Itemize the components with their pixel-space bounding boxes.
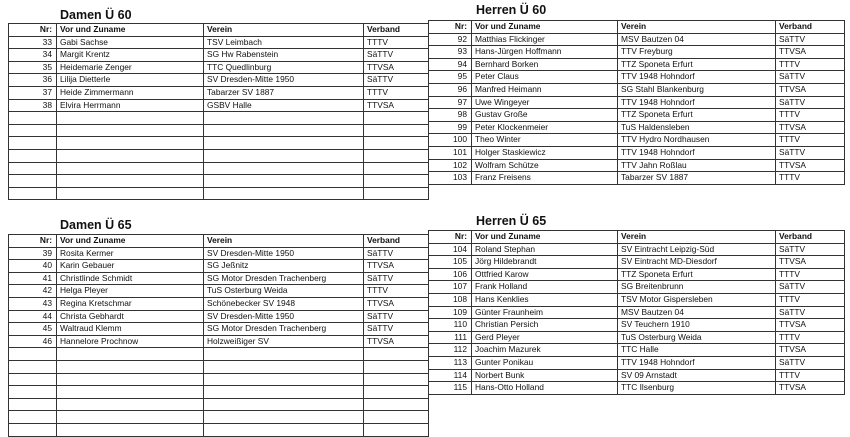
- cell-verband: TTVSA: [364, 99, 429, 112]
- cell-verband: [364, 411, 429, 424]
- table-row: [9, 272, 429, 285]
- cell-verein: TTV Freyburg: [618, 46, 776, 59]
- cell-nr: [9, 112, 57, 125]
- empty-row: [9, 398, 429, 411]
- empty-row: [9, 348, 429, 361]
- cell-nr: 112: [429, 344, 472, 357]
- cell-nr: 93: [429, 46, 472, 59]
- cell-nr: [9, 360, 57, 373]
- cell-verein: [204, 386, 364, 399]
- cell-verein: SV Eintracht MD-Diesdorf: [618, 256, 776, 269]
- table-row: [9, 99, 429, 112]
- empty-row: [9, 187, 429, 200]
- cell-verband: SäTTV: [776, 33, 845, 46]
- table-herren-60: [428, 20, 845, 185]
- cell-verein: SG Breitenbrunn: [618, 281, 776, 294]
- cell-verband: [364, 137, 429, 150]
- cell-verband: [364, 423, 429, 436]
- table-row: [429, 281, 845, 294]
- cell-name: Ottfried Karow: [472, 268, 618, 281]
- cell-name: Joachim Mazurek: [472, 344, 618, 357]
- table-row: [429, 382, 845, 395]
- cell-verein: TTV Jahn Roßlau: [618, 159, 776, 172]
- cell-verband: TTTV: [776, 369, 845, 382]
- cell-verband: TTTV: [776, 331, 845, 344]
- cell-name: Holger Staskiewicz: [472, 146, 618, 159]
- section-title-herren-60: Herren Ü 60: [476, 3, 547, 17]
- cell-verein: SG Motor Dresden Trachenberg: [204, 323, 364, 336]
- cell-verband: TTVSA: [776, 344, 845, 357]
- table-row: [429, 146, 845, 159]
- table-row: [429, 256, 845, 269]
- table-row: [9, 247, 429, 260]
- section-title-damen-60: Damen Ü 60: [60, 8, 132, 22]
- header-verein: Verein: [204, 235, 364, 248]
- cell-nr: 115: [429, 382, 472, 395]
- cell-verband: [364, 398, 429, 411]
- cell-nr: [9, 373, 57, 386]
- cell-verband: TTVSA: [776, 159, 845, 172]
- cell-verein: TTV 1948 Hohndorf: [618, 146, 776, 159]
- cell-nr: [9, 411, 57, 424]
- header-name: Vor und Zuname: [57, 24, 204, 37]
- cell-name: Heide Zimmermann: [57, 86, 204, 99]
- cell-verein: TTZ Sponeta Erfurt: [618, 58, 776, 71]
- cell-verein: [204, 411, 364, 424]
- cell-nr: [9, 149, 57, 162]
- cell-nr: 99: [429, 121, 472, 134]
- table-row: [429, 356, 845, 369]
- cell-verein: [204, 162, 364, 175]
- cell-verein: MSV Bautzen 04: [618, 33, 776, 46]
- cell-nr: [9, 386, 57, 399]
- cell-name: Bernhard Borken: [472, 58, 618, 71]
- cell-verband: SäTTV: [776, 243, 845, 256]
- cell-nr: 34: [9, 49, 57, 62]
- cell-name: Heidemarie Zenger: [57, 61, 204, 74]
- cell-verein: Holzweißiger SV: [204, 335, 364, 348]
- cell-verband: TTTV: [776, 172, 845, 185]
- cell-verband: TTTV: [364, 86, 429, 99]
- table-row: [429, 46, 845, 59]
- header-row: [429, 21, 845, 34]
- cell-verband: [364, 386, 429, 399]
- cell-verband: SäTTV: [364, 310, 429, 323]
- empty-row: [9, 149, 429, 162]
- cell-verein: SG Jeßnitz: [204, 260, 364, 273]
- cell-nr: 100: [429, 134, 472, 147]
- cell-nr: 37: [9, 86, 57, 99]
- cell-name: Jörg Hildebrandt: [472, 256, 618, 269]
- cell-nr: 106: [429, 268, 472, 281]
- cell-verein: [204, 137, 364, 150]
- cell-verband: SäTTV: [776, 96, 845, 109]
- empty-row: [9, 175, 429, 188]
- cell-verein: TuS Osterburg Weida: [204, 285, 364, 298]
- cell-verein: SV Dresden-Mitte 1950: [204, 310, 364, 323]
- cell-nr: 113: [429, 356, 472, 369]
- header-verband: Verband: [776, 21, 845, 34]
- cell-name: Theo Winter: [472, 134, 618, 147]
- cell-nr: 38: [9, 99, 57, 112]
- cell-verband: TTVSA: [776, 382, 845, 395]
- empty-row: [9, 423, 429, 436]
- cell-verband: [364, 112, 429, 125]
- cell-verband: TTVSA: [776, 256, 845, 269]
- table-row: [429, 344, 845, 357]
- table-row: [429, 268, 845, 281]
- cell-nr: 108: [429, 293, 472, 306]
- table-row: [9, 310, 429, 323]
- cell-name: [57, 112, 204, 125]
- cell-nr: [9, 348, 57, 361]
- cell-nr: [9, 187, 57, 200]
- table-row: [9, 260, 429, 273]
- cell-verein: Schönebecker SV 1948: [204, 297, 364, 310]
- table-row: [429, 121, 845, 134]
- header-row: [9, 24, 429, 37]
- cell-nr: 46: [9, 335, 57, 348]
- cell-name: [57, 124, 204, 137]
- header-verband: Verband: [364, 24, 429, 37]
- cell-name: Lilija Dietterle: [57, 74, 204, 87]
- table-row: [9, 285, 429, 298]
- cell-name: Matthias Flickinger: [472, 33, 618, 46]
- table-row: [9, 61, 429, 74]
- cell-verein: MSV Bautzen 04: [618, 306, 776, 319]
- cell-verband: SäTTV: [776, 281, 845, 294]
- cell-verband: SäTTV: [776, 146, 845, 159]
- cell-name: Günter Fraunheim: [472, 306, 618, 319]
- table-row: [429, 369, 845, 382]
- header-row: [429, 231, 845, 244]
- cell-nr: 33: [9, 36, 57, 49]
- table-damen-60: [8, 23, 429, 200]
- cell-verein: [204, 348, 364, 361]
- cell-nr: [9, 124, 57, 137]
- cell-name: [57, 137, 204, 150]
- cell-verband: TTTV: [776, 268, 845, 281]
- cell-name: Wolfram Schütze: [472, 159, 618, 172]
- cell-verein: [204, 112, 364, 125]
- cell-verband: SäTTV: [776, 306, 845, 319]
- cell-name: Frank Holland: [472, 281, 618, 294]
- cell-verein: [204, 423, 364, 436]
- cell-verband: TTVSA: [776, 319, 845, 332]
- cell-nr: 44: [9, 310, 57, 323]
- header-nr: Nr:: [9, 235, 57, 248]
- cell-nr: 42: [9, 285, 57, 298]
- header-verein: Verein: [618, 21, 776, 34]
- cell-verein: [204, 398, 364, 411]
- cell-verband: [364, 162, 429, 175]
- cell-nr: 43: [9, 297, 57, 310]
- cell-name: Christlinde Schmidt: [57, 272, 204, 285]
- table-row: [429, 71, 845, 84]
- cell-verband: SäTTV: [364, 247, 429, 260]
- cell-verein: Tabarzer SV 1887: [204, 86, 364, 99]
- cell-name: Uwe Wingeyer: [472, 96, 618, 109]
- table-row: [429, 319, 845, 332]
- cell-name: [57, 360, 204, 373]
- header-name: Vor und Zuname: [472, 231, 618, 244]
- cell-nr: [9, 398, 57, 411]
- cell-name: Rosita Kermer: [57, 247, 204, 260]
- cell-verband: TTVSA: [776, 83, 845, 96]
- cell-name: Hans-Jürgen Hoffmann: [472, 46, 618, 59]
- cell-verein: [204, 149, 364, 162]
- cell-name: Helga Pleyer: [57, 285, 204, 298]
- cell-nr: 104: [429, 243, 472, 256]
- empty-row: [9, 386, 429, 399]
- table-row: [429, 172, 845, 185]
- cell-verein: SV Teuchern 1910: [618, 319, 776, 332]
- cell-nr: 39: [9, 247, 57, 260]
- cell-verein: TTC Ilsenburg: [618, 382, 776, 395]
- cell-verein: Tabarzer SV 1887: [618, 172, 776, 185]
- header-nr: Nr:: [9, 24, 57, 37]
- table-row: [9, 86, 429, 99]
- cell-verband: [364, 373, 429, 386]
- cell-verein: TTV 1948 Hohndorf: [618, 96, 776, 109]
- cell-verein: TTV 1948 Hohndorf: [618, 356, 776, 369]
- cell-nr: 97: [429, 96, 472, 109]
- table-row: [429, 134, 845, 147]
- cell-verein: TTV Hydro Nordhausen: [618, 134, 776, 147]
- cell-name: Gunter Ponikau: [472, 356, 618, 369]
- cell-verein: TuS Osterburg Weida: [618, 331, 776, 344]
- cell-nr: 110: [429, 319, 472, 332]
- cell-name: Gabi Sachse: [57, 36, 204, 49]
- cell-name: [57, 348, 204, 361]
- empty-row: [9, 112, 429, 125]
- table-row: [429, 159, 845, 172]
- table-herren-65: [428, 230, 845, 395]
- cell-name: Gustav Große: [472, 109, 618, 122]
- cell-verein: SG Stahl Blankenburg: [618, 83, 776, 96]
- cell-verein: [204, 187, 364, 200]
- cell-name: Gerd Pleyer: [472, 331, 618, 344]
- header-verein: Verein: [204, 24, 364, 37]
- cell-verein: TSV Leimbach: [204, 36, 364, 49]
- cell-verein: [204, 373, 364, 386]
- cell-verband: SäTTV: [364, 323, 429, 336]
- cell-nr: 35: [9, 61, 57, 74]
- cell-verein: TTC Halle: [618, 344, 776, 357]
- table-row: [429, 83, 845, 96]
- empty-row: [9, 162, 429, 175]
- header-verband: Verband: [776, 231, 845, 244]
- cell-name: Franz Freisens: [472, 172, 618, 185]
- cell-nr: [9, 137, 57, 150]
- cell-verband: SäTTV: [364, 74, 429, 87]
- table-row: [9, 74, 429, 87]
- cell-name: Roland Stephan: [472, 243, 618, 256]
- table-row: [9, 323, 429, 336]
- table-row: [429, 331, 845, 344]
- cell-verein: TuS Haldensleben: [618, 121, 776, 134]
- cell-verband: [364, 348, 429, 361]
- table-row: [429, 33, 845, 46]
- cell-name: [57, 162, 204, 175]
- cell-name: Manfred Heimann: [472, 83, 618, 96]
- table-row: [429, 306, 845, 319]
- cell-name: Norbert Bunk: [472, 369, 618, 382]
- cell-verband: TTTV: [364, 285, 429, 298]
- cell-nr: 111: [429, 331, 472, 344]
- table-row: [429, 58, 845, 71]
- cell-verein: [204, 175, 364, 188]
- cell-verein: TTC Quedlinburg: [204, 61, 364, 74]
- cell-verein: SV Eintracht Leipzig-Süd: [618, 243, 776, 256]
- cell-nr: [9, 175, 57, 188]
- cell-verband: [364, 175, 429, 188]
- cell-verband: TTTV: [364, 36, 429, 49]
- cell-nr: 40: [9, 260, 57, 273]
- cell-verband: TTVSA: [364, 335, 429, 348]
- header-name: Vor und Zuname: [472, 21, 618, 34]
- cell-verband: [364, 360, 429, 373]
- cell-name: Peter Klockenmeier: [472, 121, 618, 134]
- cell-nr: 107: [429, 281, 472, 294]
- cell-nr: 96: [429, 83, 472, 96]
- cell-verband: SäTTV: [364, 272, 429, 285]
- header-verein: Verein: [618, 231, 776, 244]
- empty-row: [9, 137, 429, 150]
- cell-name: Regina Kretschmar: [57, 297, 204, 310]
- cell-name: [57, 423, 204, 436]
- section-title-damen-65: Damen Ü 65: [60, 218, 132, 232]
- empty-row: [9, 360, 429, 373]
- cell-name: [57, 398, 204, 411]
- cell-name: [57, 149, 204, 162]
- cell-verein: TTV 1948 Hohndorf: [618, 71, 776, 84]
- cell-name: Elvira Herrmann: [57, 99, 204, 112]
- cell-verein: GSBV Halle: [204, 99, 364, 112]
- cell-verband: TTTV: [776, 134, 845, 147]
- cell-name: [57, 386, 204, 399]
- cell-name: [57, 175, 204, 188]
- empty-row: [9, 373, 429, 386]
- cell-verband: SäTTV: [364, 49, 429, 62]
- cell-nr: 101: [429, 146, 472, 159]
- cell-verband: TTTV: [776, 109, 845, 122]
- cell-nr: 105: [429, 256, 472, 269]
- cell-verband: TTVSA: [776, 121, 845, 134]
- cell-verband: TTTV: [776, 293, 845, 306]
- cell-verein: SV Dresden-Mitte 1950: [204, 74, 364, 87]
- header-name: Vor und Zuname: [57, 235, 204, 248]
- table-row: [9, 297, 429, 310]
- cell-name: Waltraud Klemm: [57, 323, 204, 336]
- table-damen-65: [8, 234, 429, 437]
- cell-verein: TTZ Sponeta Erfurt: [618, 109, 776, 122]
- cell-nr: 36: [9, 74, 57, 87]
- cell-name: Margit Krentz: [57, 49, 204, 62]
- cell-name: Christian Persich: [472, 319, 618, 332]
- cell-name: Hans-Otto Holland: [472, 382, 618, 395]
- table-row: [9, 335, 429, 348]
- table-row: [429, 293, 845, 306]
- cell-verband: TTVSA: [364, 61, 429, 74]
- cell-verein: TSV Motor Gispersleben: [618, 293, 776, 306]
- cell-verein: TTZ Sponeta Erfurt: [618, 268, 776, 281]
- table-row: [429, 96, 845, 109]
- cell-nr: [9, 423, 57, 436]
- cell-nr: 94: [429, 58, 472, 71]
- cell-nr: 114: [429, 369, 472, 382]
- cell-verband: TTTV: [776, 58, 845, 71]
- cell-name: [57, 187, 204, 200]
- cell-nr: 92: [429, 33, 472, 46]
- cell-verein: SV 09 Arnstadt: [618, 369, 776, 382]
- cell-nr: 103: [429, 172, 472, 185]
- header-nr: Nr:: [429, 231, 472, 244]
- table-row: [429, 109, 845, 122]
- table-row: [9, 49, 429, 62]
- cell-verband: TTVSA: [364, 260, 429, 273]
- cell-nr: 102: [429, 159, 472, 172]
- cell-verband: [364, 187, 429, 200]
- cell-name: Hans Kenklies: [472, 293, 618, 306]
- cell-name: Hannelore Prochnow: [57, 335, 204, 348]
- empty-row: [9, 411, 429, 424]
- cell-nr: 98: [429, 109, 472, 122]
- cell-verein: [204, 124, 364, 137]
- cell-name: Peter Claus: [472, 71, 618, 84]
- cell-name: Karin Gebauer: [57, 260, 204, 273]
- cell-verein: [204, 360, 364, 373]
- cell-nr: 95: [429, 71, 472, 84]
- table-row: [9, 36, 429, 49]
- cell-nr: 109: [429, 306, 472, 319]
- cell-verein: SG Motor Dresden Trachenberg: [204, 272, 364, 285]
- cell-verband: TTVSA: [776, 46, 845, 59]
- cell-name: [57, 411, 204, 424]
- cell-verband: SäTTV: [776, 356, 845, 369]
- empty-row: [9, 124, 429, 137]
- section-title-herren-65: Herren Ü 65: [476, 214, 547, 228]
- table-row: [429, 243, 845, 256]
- cell-verband: [364, 149, 429, 162]
- cell-verein: SV Dresden-Mitte 1950: [204, 247, 364, 260]
- cell-nr: 45: [9, 323, 57, 336]
- cell-name: Christa Gebhardt: [57, 310, 204, 323]
- cell-name: [57, 373, 204, 386]
- header-nr: Nr:: [429, 21, 472, 34]
- cell-verband: TTVSA: [364, 297, 429, 310]
- cell-nr: 41: [9, 272, 57, 285]
- header-row: [9, 235, 429, 248]
- cell-verband: [364, 124, 429, 137]
- cell-verein: SG Hw Rabenstein: [204, 49, 364, 62]
- header-verband: Verband: [364, 235, 429, 248]
- cell-verband: SäTTV: [776, 71, 845, 84]
- cell-nr: [9, 162, 57, 175]
